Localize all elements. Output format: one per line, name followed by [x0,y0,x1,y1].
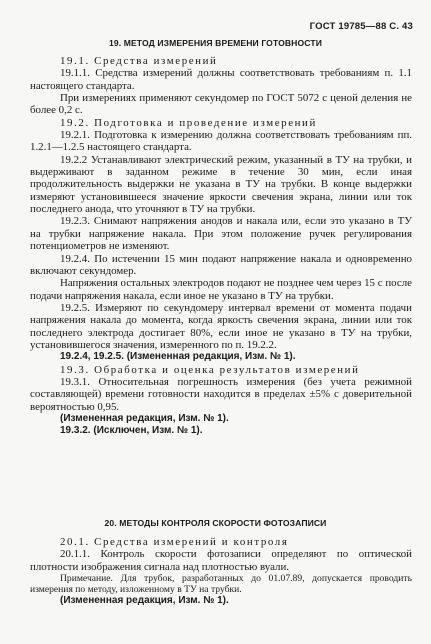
paragraph-19-2-1: 19.2.1. Подготовка к измерению должна соответствовать требованиям пп. 1.2.1—1.2.5 настоящего стандарта. [30,129,412,154]
paragraph-19-3-2-excluded: 19.3.2. (Исключен, Изм. № 1). [60,425,203,437]
amendment-note-3: (Измененная редакция, Изм. № 1). [60,595,229,607]
paragraph-19-1-1: 19.1.1. Средства измерений должны соответствовать требованиям п. 1.1 настоящего стандарта. [30,67,412,92]
page-header: ГОСТ 19785—88 С. 43 [309,21,413,32]
note-paragraph: Примечание. Для трубок, разработанных до 01.07.89, допускается проводить измерения по методу, изложенному в ТУ на трубки. [30,573,412,596]
amendment-note-1: 19.2.4, 19.2.5. (Измененная редакция, Изм. № 1). [60,351,296,363]
paragraph-19-3-1: 19.3.1. Относительная погрешность измерения (без учета режимной составляющей) времени готовности находится в пределах ±5% с доверительной вероятностью 0,95. [30,375,412,413]
paragraph-electrodes: Напряжения остальных электродов подают не позднее чем через 15 с после подачи напряжения накала, если иное не указано в ТУ на трубки. [30,277,412,302]
paragraph-19-2: 19.2. Подготовка и проведение измерений [60,116,317,129]
paragraph-19-2-4: 19.2.4. По истечении 15 мин подают напряжение накала и одновременно включают секундомер. [30,252,412,277]
section-20-title: 20. МЕТОДЫ КОНТРОЛЯ СКОРОСТИ ФОТОЗАПИСИ [104,518,327,528]
paragraph-20-1: 20.1. Средства измерений и контроля [60,536,289,548]
section-19-body [30,55,412,438]
paragraph-19-1: 19.1. Средства измерений [60,55,218,67]
section-20-body [30,536,412,607]
paragraph-stopwatch: При измерениях применяют секундомер по ГОСТ 5072 с ценой деления не более 0,2 с. [30,92,412,117]
paragraph-19-2-2: 19.2.2 Устанавливают электрический режим, указанный в ТУ на трубки, и выдерживают в заданном режиме в течение 30 мин, если иная продолжительность выдержки не указана в ТУ на трубки. В конце выдержки измеряют установившееся значение яркости свечения экрана, линии или ток последнего анода, что уточняют в ТУ на трубки. [30,153,412,216]
paragraph-19-2-3: 19.2.3. Снимают напряжения анодов и накала или, если это указано в ТУ на трубки напряжение накала. При этом положение ручек регулирования потенциометров не изменяют. [30,215,412,253]
amendment-note-2: (Измененная редакция, Изм. № 1). [60,412,229,424]
paragraph-20-1-1: 20.1.1. Контроль скорости фотозаписи определяют по оптической плотности изображения сигнала над плотностью вуали. [30,548,412,573]
section-19-title: 19. МЕТОД ИЗМЕРЕНИЯ ВРЕМЕНИ ГОТОВНОСТИ [108,38,322,48]
paragraph-19-3: 19.3. Обработка и оценка результатов измерений [60,363,360,376]
paragraph-19-2-5: 19.2.5. Измеряют по секундомеру интервал времени от момента подачи напряжения накала до момента, когда яркость свечения экрана, линии или ток последнего электрода достигает 80%, если иное не указано в ТУ на трубки, установившегося значения, измеренного по п. 19.2.2. [30,301,412,351]
